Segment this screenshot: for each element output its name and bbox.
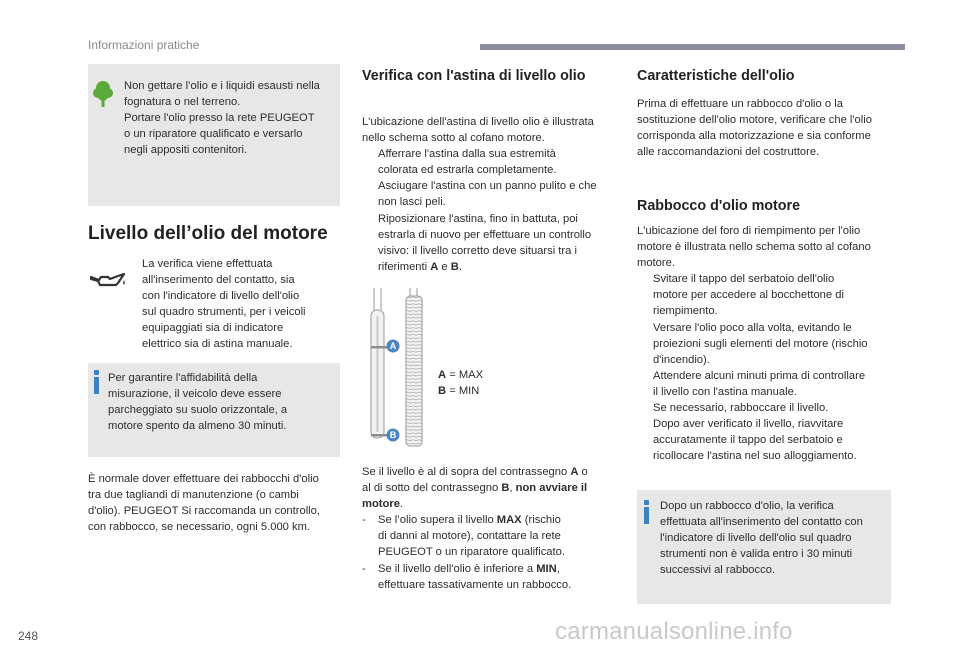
dipstick-diagram bbox=[362, 286, 442, 456]
dipstick-instructions: L'ubicazione dell'astina di livello olio è illustrata nello schema sotto al cofano motore. Afferrare l'astina dalla sua estremità colorata ed estrarla completamente. Asciugare l'astina con un panno pulito e che non lasci peli. Riposizionare l'astina, fino in battuta, poi estrarla di nuovo per effettuare un controllo visivo: il livello corretto deve situarsi tra i riferimenti A e B. bbox=[362, 114, 622, 275]
list-item: Asciugare l'astina con un panno pulito e che non lasci peli. bbox=[378, 180, 597, 209]
watermark: carmanualsonline.info bbox=[555, 618, 793, 645]
diagram-legend: A = MAX B = MIN bbox=[438, 369, 484, 398]
tree-icon bbox=[92, 79, 114, 109]
level-condition-text: Se il livello è al di sopra del contrassegno A o al di sotto del contrassegno B, non avviare il motore. - Se l’olio supera il livello MAX (rischio di danni al motore), contattare la rete PEUGEOT o un riparatore qualificato. - Se il livello dell'olio è inferiore a MIN, effettuare tassativamente un rabbocco. bbox=[362, 464, 626, 593]
list-item: - Se il livello dell'olio è inferiore a MIN, effettuare tassativamente un rabbocco. bbox=[362, 562, 572, 591]
list-item: Afferrare l'astina dalla sua estremità colorata ed estrarla completamente. bbox=[378, 148, 557, 177]
info-icon bbox=[94, 370, 100, 394]
header-bar bbox=[480, 44, 905, 50]
list-item: Riposizionare l'astina, fino in battuta, poi estrarla di nuovo per effettuare un controllo visivo: il livello corretto deve situarsi tra i riferimenti A e B. bbox=[378, 212, 592, 273]
info-icon bbox=[644, 500, 650, 524]
section-title-oil-top-up: Rabbocco d'olio motore bbox=[637, 198, 801, 214]
environment-note-text: Non gettare l’olio e i liquidi esausti nella fognatura o nel terreno. Portare l'olio presso la rete PEUGEOT o un riparatore qualificato e versarlo negli appositi contenitori. bbox=[124, 80, 320, 157]
dash-bullet: - bbox=[362, 514, 366, 527]
dash-bullet: - bbox=[362, 562, 366, 575]
oil-level-icon-text: La verifica viene effettuata all'inserimento del contatto, sia con l'indicatore di livello dell'olio sul quadro strumenti, per i veicoli equipaggiati sia di indicatore elettrico sia di astina manuale. bbox=[142, 258, 306, 351]
list-item: Versare l'olio poco alla volta, evitando le proiezioni sugli elementi del motore (rischio d'incendio). bbox=[653, 321, 868, 366]
info-text-top-up: Dopo un rabbocco d'olio, la verifica effettuata all'inserimento del contatto con l'indicatore di livello dell'olio sul quadro strumenti non è valida entro i 30 minuti successivi al rabbocco. bbox=[660, 500, 863, 577]
section-title-oil-level: Livello dell’olio del motore bbox=[88, 223, 328, 244]
section-title-dipstick: Verifica con l'astina di livello olio bbox=[362, 68, 586, 84]
section-header: Informazioni pratiche bbox=[88, 38, 200, 52]
marker-b-label: B bbox=[389, 430, 397, 440]
marker-a-label: A bbox=[389, 341, 397, 351]
oil-characteristics-text: Prima di effettuare un rabbocco d'olio o la sostituzione dell'olio motore, verificare che l'olio corrisponda alla motorizzazione e sia conforme alle raccomandazioni del costruttore. bbox=[637, 98, 872, 159]
oil-level-warning-icon bbox=[88, 270, 128, 292]
oil-top-up-instructions: L'ubicazione del foro di riempimento per l'olio motore è illustrata nello schema sotto al cofano motore. Svitare il tappo del serbatoio dell'olio motore per accedere al bocchettone di riempimento. Versare l'olio poco alla volta, evitando le proiezioni sugli elementi del motore (rischio d'incendio). Attendere alcuni minuti prima di controllare il livello con l'astina manuale. Se necessario, rabboccare il livello. Dopo aver verificato il livello, riavvitare accuratamente il tappo del serbatoio e ricollocare l'astina nel suo alloggiamento. bbox=[637, 223, 899, 464]
top-up-note-paragraph: È normale dover effettuare dei rabbocchi d'olio tra due tagliandi di manutenzione (o cambi d'olio). PEUGEOT Si raccomanda un controllo, con rabbocco, se necessario, ogni 5.000 km. bbox=[88, 473, 320, 534]
list-item: Attendere alcuni minuti prima di controllare il livello con l'astina manuale. bbox=[653, 369, 866, 398]
list-item: Svitare il tappo del serbatoio dell'olio motore per accedere al bocchettone di riempimento. bbox=[653, 273, 844, 318]
list-item: Dopo aver verificato il livello, riavvitare accuratamente il tappo del serbatoio e ricollocare l'astina nel suo alloggiamento. bbox=[653, 418, 857, 463]
info-text-measurement: Per garantire l'affidabilità della misurazione, il veicolo deve essere parcheggiato su suolo orizzontale, a motore spento da almeno 30 minuti. bbox=[108, 372, 288, 433]
list-item: Se necessario, rabboccare il livello. bbox=[653, 402, 829, 415]
section-title-oil-characteristics: Caratteristiche dell'olio bbox=[637, 68, 795, 84]
page-number: 248 bbox=[18, 629, 39, 643]
list-item: - Se l’olio supera il livello MAX (rischio di danni al motore), contattare la rete PEUGEOT o un riparatore qualificato. bbox=[362, 514, 565, 559]
